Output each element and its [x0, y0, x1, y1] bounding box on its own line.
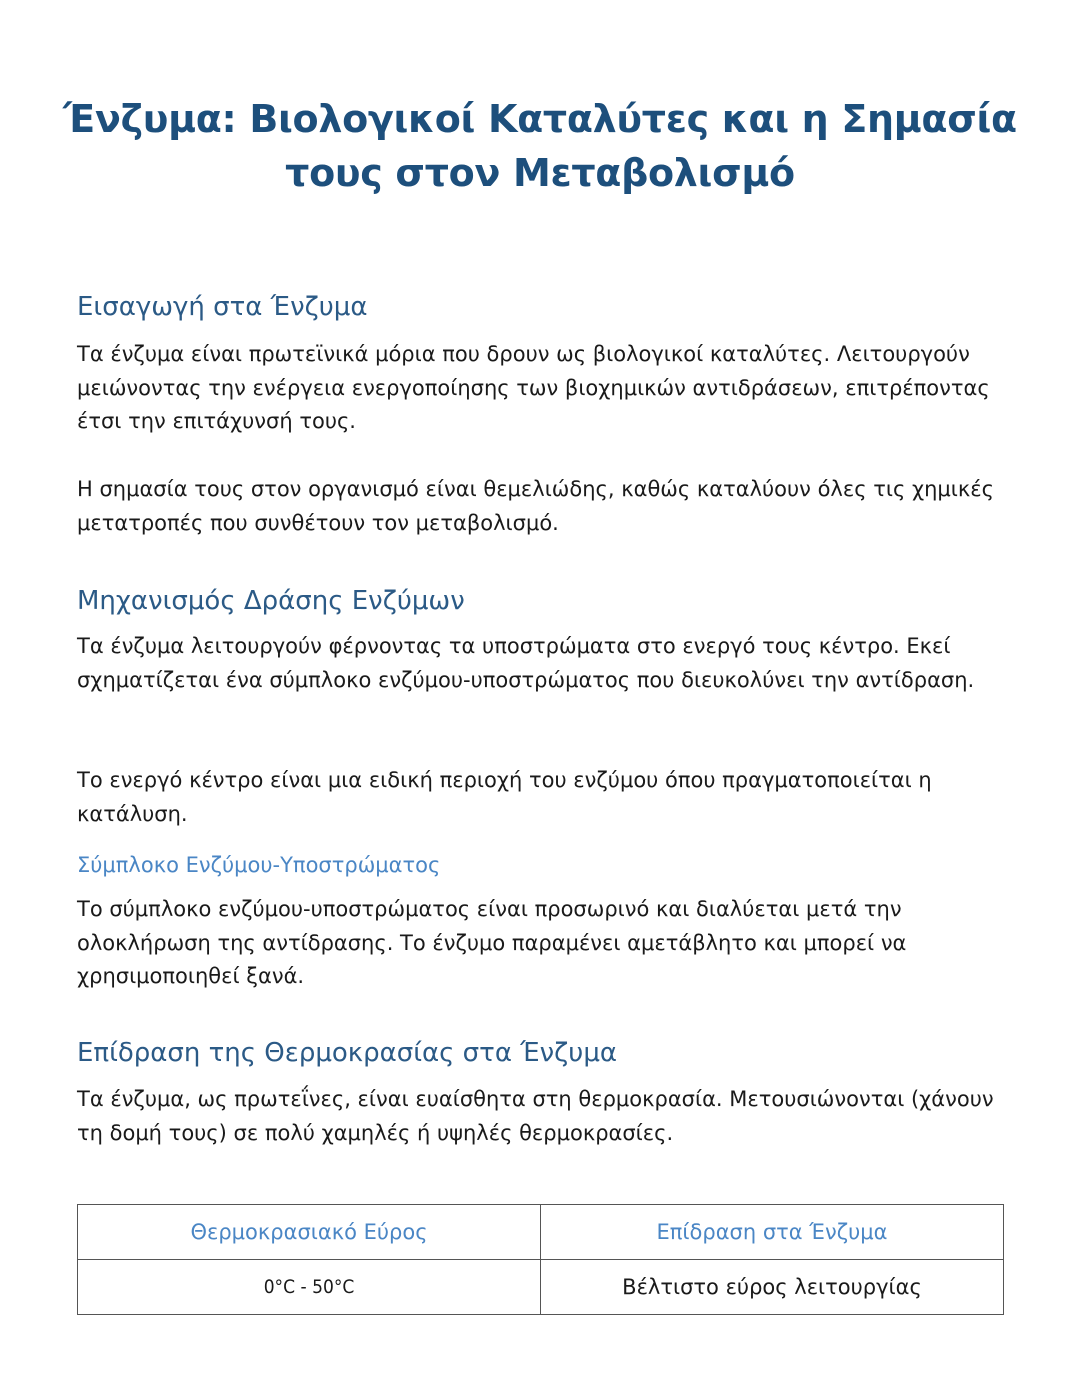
section-heading-introduction: Εισαγωγή στα Ένζυμα — [77, 292, 368, 322]
document-title: Ένζυμα: Βιολογικοί Καταλύτες και η Σημασία τους στον Μεταβολισμό — [63, 97, 1017, 195]
table-header-range: Θερμοκρασιακό Εύρος — [78, 1205, 541, 1260]
subsection-heading-complex: Σύμπλοκο Ενζύμου-Υποστρώματος — [77, 853, 441, 877]
complex-paragraph: Το σύμπλοκο ενζύμου-υποστρώματος είναι προσωρινό και διαλύεται μετά την ολοκλήρωση της αντίδρασης. Το ένζυμο παραμένει αμετάβλητο και μπορεί να χρησιμοποιηθεί ξανά. — [77, 897, 907, 988]
mechanism-paragraph-1: Τα ένζυμα λειτουργούν φέρνοντας τα υποστρώματα στο ενεργό τους κέντρο. Εκεί σχηματίζεται ένα σύμπλοκο ενζύμου-υποστρώματος που διευκολύνει την αντίδραση. — [77, 634, 975, 692]
table-cell-effect: Βέλτιστο εύρος λειτουργίας — [541, 1260, 1004, 1315]
intro-paragraph-2: Η σημασία τους στον οργανισμό είναι θεμελιώδης, καθώς καταλύουν όλες τις χημικές μετατροπές που συνθέτουν τον μεταβολισμό. — [77, 477, 994, 535]
mechanism-paragraph-2: Το ενεργό κέντρο είναι μια ειδική περιοχή του ενζύμου όπου πραγματοποιείται η κατάλυση. — [77, 768, 932, 826]
table-header-row — [78, 1205, 1004, 1260]
section-heading-temperature: Επίδραση της Θερμοκρασίας στα Ένζυμα — [77, 1038, 618, 1068]
temperature-paragraph: Τα ένζυμα, ως πρωτεΐνες, είναι ευαίσθητα στη θερμοκρασία. Μετουσιώνονται (χάνουν τη δομή τους) σε πολύ χαμηλές ή υψηλές θερμοκρασίες. — [77, 1087, 994, 1145]
table-row — [78, 1260, 1004, 1315]
table-cell-range: 0°C - 50°C — [78, 1260, 541, 1315]
table-header-effect: Επίδραση στα Ένζυμα — [541, 1205, 1004, 1260]
intro-paragraph-1: Τα ένζυμα είναι πρωτεϊνικά μόρια που δρουν ως βιολογικοί καταλύτες. Λειτουργούν μειώνοντας την ενέργεια ενεργοποίησης των βιοχημικών αντιδράσεων, επιτρέποντας έτσι την επιτάχυνσή τους. — [77, 342, 990, 433]
section-heading-mechanism: Μηχανισμός Δράσης Ενζύμων — [77, 586, 465, 616]
temperature-table — [77, 1204, 1004, 1315]
